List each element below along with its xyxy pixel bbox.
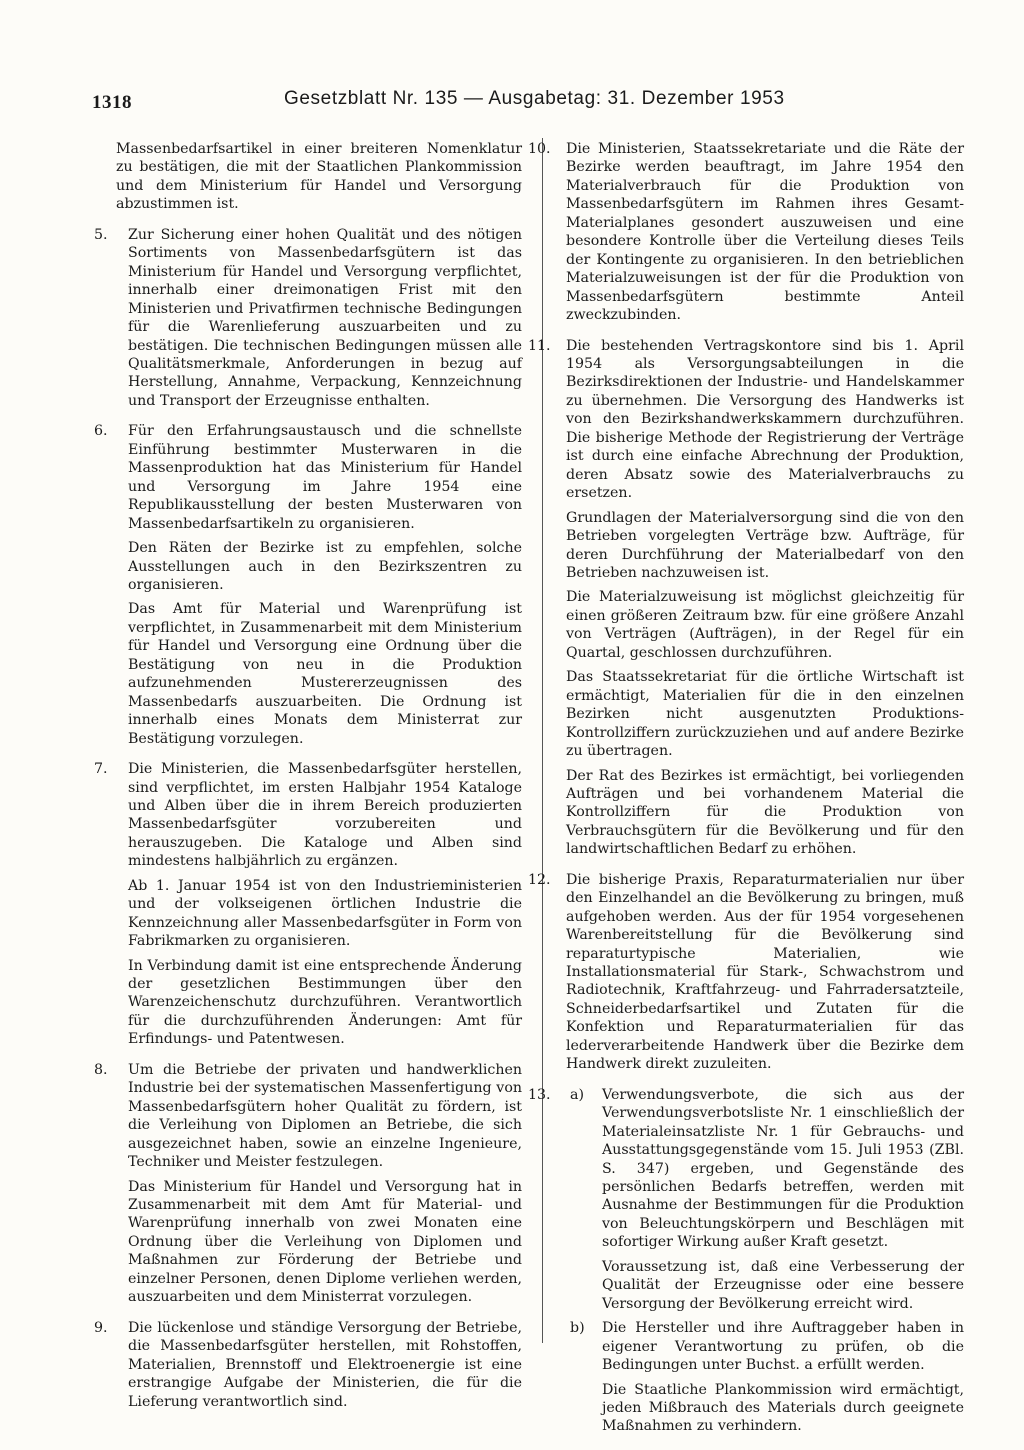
paragraph: Das Ministerium für Handel und Versorgung hat in Zusammenarbeit mit dem Amt für Material- und Warenprüfung innerhalb von zwei Monaten eine Ordnung über die Verleihung von Diplomen und Maßnahmen zur Förderung der Betriebe und einzelner Personen, denen Diplome verliehen werden, auszuarbeiten und dem Ministerrat vorzulegen.: [128, 1178, 522, 1306]
paragraph: Die Ministerien, die Massenbedarfsgüter herstellen, sind verpflichtet, im ersten Halbjahr 1954 Kataloge und Alben über die in ihrem Bereich produzierten Massenbedarfsgüter vorzubereiten und herauszugeben. Die Kataloge und Alben sind mindestens halbjährlich zu ergänzen.: [128, 761, 522, 870]
section-6: [94, 422, 522, 748]
section-number: 5.: [94, 226, 108, 243]
paragraph: Die Materialzuweisung ist möglichst gleichzeitig für einen größeren Zeitraum bzw. für eine größere Anzahl von Verträgen (Aufträgen), in der Regel für ein Quartal, geschlossen durchzuführen.: [566, 589, 964, 661]
paragraph: Die Staatliche Plankommission wird ermächtigt, jeden Mißbrauch des Materials durch geeignete Maßnahmen zu verhindern.: [602, 1381, 964, 1435]
continuation-paragraph: Massenbedarfsartikel in einer breiteren Nomenklatur zu bestätigen, die mit der Staatlichen Plankommission und dem Ministerium für Handel und Versorgung abzustimmen ist.: [116, 141, 522, 213]
paragraph: Um die Betriebe der privaten und handwerklichen Industrie bei der systematischen Massenfertigung von Massenbedarfsgütern hoher Qualität zu fördern, ist die Verleihung von Diplomen an Betriebe, die sich ausgezeichnet haben, sowie an einzelne Ingenieure, Techniker und Meister festzulegen.: [128, 1061, 522, 1171]
paragraph: Die lückenlose und ständige Versorgung der Betriebe, die Massenbedarfsgüter herstellen, mit Rohstoffen, Materialien, Brennstoff und Elektroenergie ist eine erstrangige Aufgabe der Ministerien, die für die Lieferung verantwortlich sind.: [128, 1319, 522, 1410]
paragraph: Die Ministerien, Staatssekretariate und die Räte der Bezirke werden beauftragt, im Jahre 1954 den Materialverbrauch für die Produktion von Massenbedarfsgütern im Rahmen ihres Gesamt-Materialplanes gesondert auszuweisen und eine besondere Kontrolle über die Verteilung dieses Teils der Kontingente zu organisieren. In den betrieblichen Materialzuweisungen ist der für die Produktion von Massenbedarfsgütern bestimmte Anteil zweckzubinden.: [566, 141, 964, 324]
section-5: [94, 226, 522, 411]
paragraph: Das Amt für Material und Warenprüfung ist verpflichtet, in Zusammenarbeit mit dem Ministerium für Handel und Versorgung eine Ordnung über die Bestätigung von neu in die Produktion aufzunehmenden Mustererzeugnissen des Massenbedarfs auszuarbeiten. Die Ordnung ist innerhalb eines Monats dem Ministerrat zur Bestätigung vorzulegen.: [128, 601, 522, 747]
paragraph: Voraussetzung ist, daß eine Verbesserung der Qualität der Erzeugnisse oder eine bessere Versorgung der Bevölkerung erreicht wird.: [602, 1258, 964, 1312]
section-number: 9.: [94, 1319, 108, 1336]
section-number: 6.: [94, 423, 108, 440]
paragraph: Die bisherige Praxis, Reparaturmaterialien nur über den Einzelhandel an die Bevölkerung zu bringen, muß aufgehoben werden. Aus der für 1954 vorgesehenen Warenbereitstellung für die Bevölkerung sind reparaturtypische Materialien, wie Installationsmaterial für Stark-, Schwachstrom und Radiotechnik, Kraftfahrzeug- und Fahrradersatzteile, Schneiderbedarfsartikel und Zutaten für die Konfektion und Reparaturmaterialien für das lederverarbeitende Handwerk über die Bezirke dem Handwerk direkt zuzuleiten.: [566, 871, 964, 1073]
paragraph: Die bestehenden Vertragskontore sind bis 1. April 1954 als Versorgungsabteilungen in die Bezirksdirektionen der Industrie- und Handelskammer zu übernehmen. Die Versorgung des Handwerks ist von den Bezirkshandwerkskammern durchzuführen. Die bisherige Methode der Registrierung der Verträge ist durch eine einfache Abrechnung der Produktion, deren Absatz sowie des Materialverbrauchs zu ersetzen.: [566, 337, 964, 502]
paragraph: In Verbindung damit ist eine entsprechende Änderung der gesetzlichen Bestimmungen über den Warenzeichenschutz durchzuführen. Verantwortlich für die durchzuführenden Änderungen: Amt für Erfindungs- und Patentwesen.: [128, 957, 522, 1048]
paragraph: Die Hersteller und ihre Auftraggeber haben in eigener Verantwortung zu prüfen, ob die Bedingungen unter Buchst. a erfüllt werden.: [602, 1320, 964, 1374]
subitem-a: [566, 1086, 964, 1313]
paragraph: Das Staatssekretariat für die örtliche Wirtschaft ist ermächtigt, Materialien für die in den einzelnen Bezirken nicht ausgenutzten Produktions-Kontrollziffern zurückzuziehen und auf andere Bezirke zu übertragen.: [566, 669, 964, 760]
paragraph: Verwendungsverbote, die sich aus der Verwendungsverbotsliste Nr. 1 einschließlich der Materialeinsatzliste Nr. 1 für Gebrauchs- und Ausstattungsgegenstände vom 15. Juli 1953 (ZBl. S. 347) ergeben, und Gegenstände des persönlichen Bedarfs betreffen, werden mit Ausnahme der Bestimmungen für die Produktion von Beleuchtungskörpern und Beschlägen mit sofortiger Wirkung außer Kraft gesetzt.: [602, 1086, 964, 1251]
section-11: [528, 337, 964, 859]
section-9: [94, 1319, 522, 1411]
paragraph: Zur Sicherung einer hohen Qualität und des nötigen Sortiments von Massenbedarfsgütern ist das Ministerium für Handel und Versorgung verpflichtet, innerhalb einer dreimonatigen Frist mit den Ministerien und Privatfirmen technische Bedingungen für die Warenlieferung auszuarbeiten und zu bestätigen. Die technischen Bedingungen müssen alle Qualitätsmerkmale, Anforderungen in bezug auf Herstellung, Annahme, Verpackung, Kennzeichnung und Transport der Erzeugnisse enthalten.: [128, 226, 522, 409]
paragraph: Grundlagen der Materialversorgung sind die von den Betrieben vorgelegten Verträge bzw. Aufträge, für deren Durchführung der Materialbedarf von den Betrieben nachzuweisen ist.: [566, 509, 964, 581]
section-number: 11.: [528, 337, 551, 354]
paragraph: Ab 1. Januar 1954 ist von den Industrieministerien und der volkseigenen örtlichen Industrie die Kennzeichnung aller Massenbedarfsgüter in Form von Fabrikmarken zu organisieren.: [128, 877, 522, 950]
section-10: [528, 140, 964, 325]
section-12: [528, 871, 964, 1074]
section-number: 8.: [94, 1061, 108, 1078]
section-number: 10.: [528, 141, 551, 157]
right-column: [528, 140, 964, 1448]
subitem-b: [566, 1319, 964, 1436]
section-8: [94, 1061, 522, 1307]
page-header: [92, 88, 792, 122]
gazette-title: Gesetzblatt Nr. 135 — Ausgabetag: 31. Dezember 1953: [284, 88, 785, 109]
left-column: [94, 140, 522, 1423]
section-number: 12.: [528, 871, 551, 888]
subitem-label: a): [570, 1086, 584, 1103]
paragraph: Den Räten der Bezirke ist zu empfehlen, solche Ausstellungen auch in den Bezirkszentren zu organisieren.: [128, 540, 522, 593]
paragraph: Für den Erfahrungsaustausch und die schnellste Einführung bestimmter Musterwaren in die Massenproduktion hat das Ministerium für Handel und Versorgung im Jahre 1954 eine Republikausstellung der besten Musterwaren von Massenbedarfsartikeln zu organisieren.: [128, 423, 522, 532]
paragraph: Der Rat des Bezirkes ist ermächtigt, bei vorliegenden Aufträgen und bei vorhandenem Material die Kontrollziffern für die Produktion von Verbrauchsgütern für die Bevölkerung und für den landwirtschaftlichen Bedarf zu erhöhen.: [566, 767, 964, 858]
section-7: [94, 760, 522, 1049]
section-13: [528, 1086, 964, 1436]
section-number: 7.: [94, 761, 108, 778]
subitem-label: b): [570, 1320, 585, 1337]
section-number: 13.: [528, 1086, 551, 1103]
page-number: 1318: [92, 92, 132, 113]
